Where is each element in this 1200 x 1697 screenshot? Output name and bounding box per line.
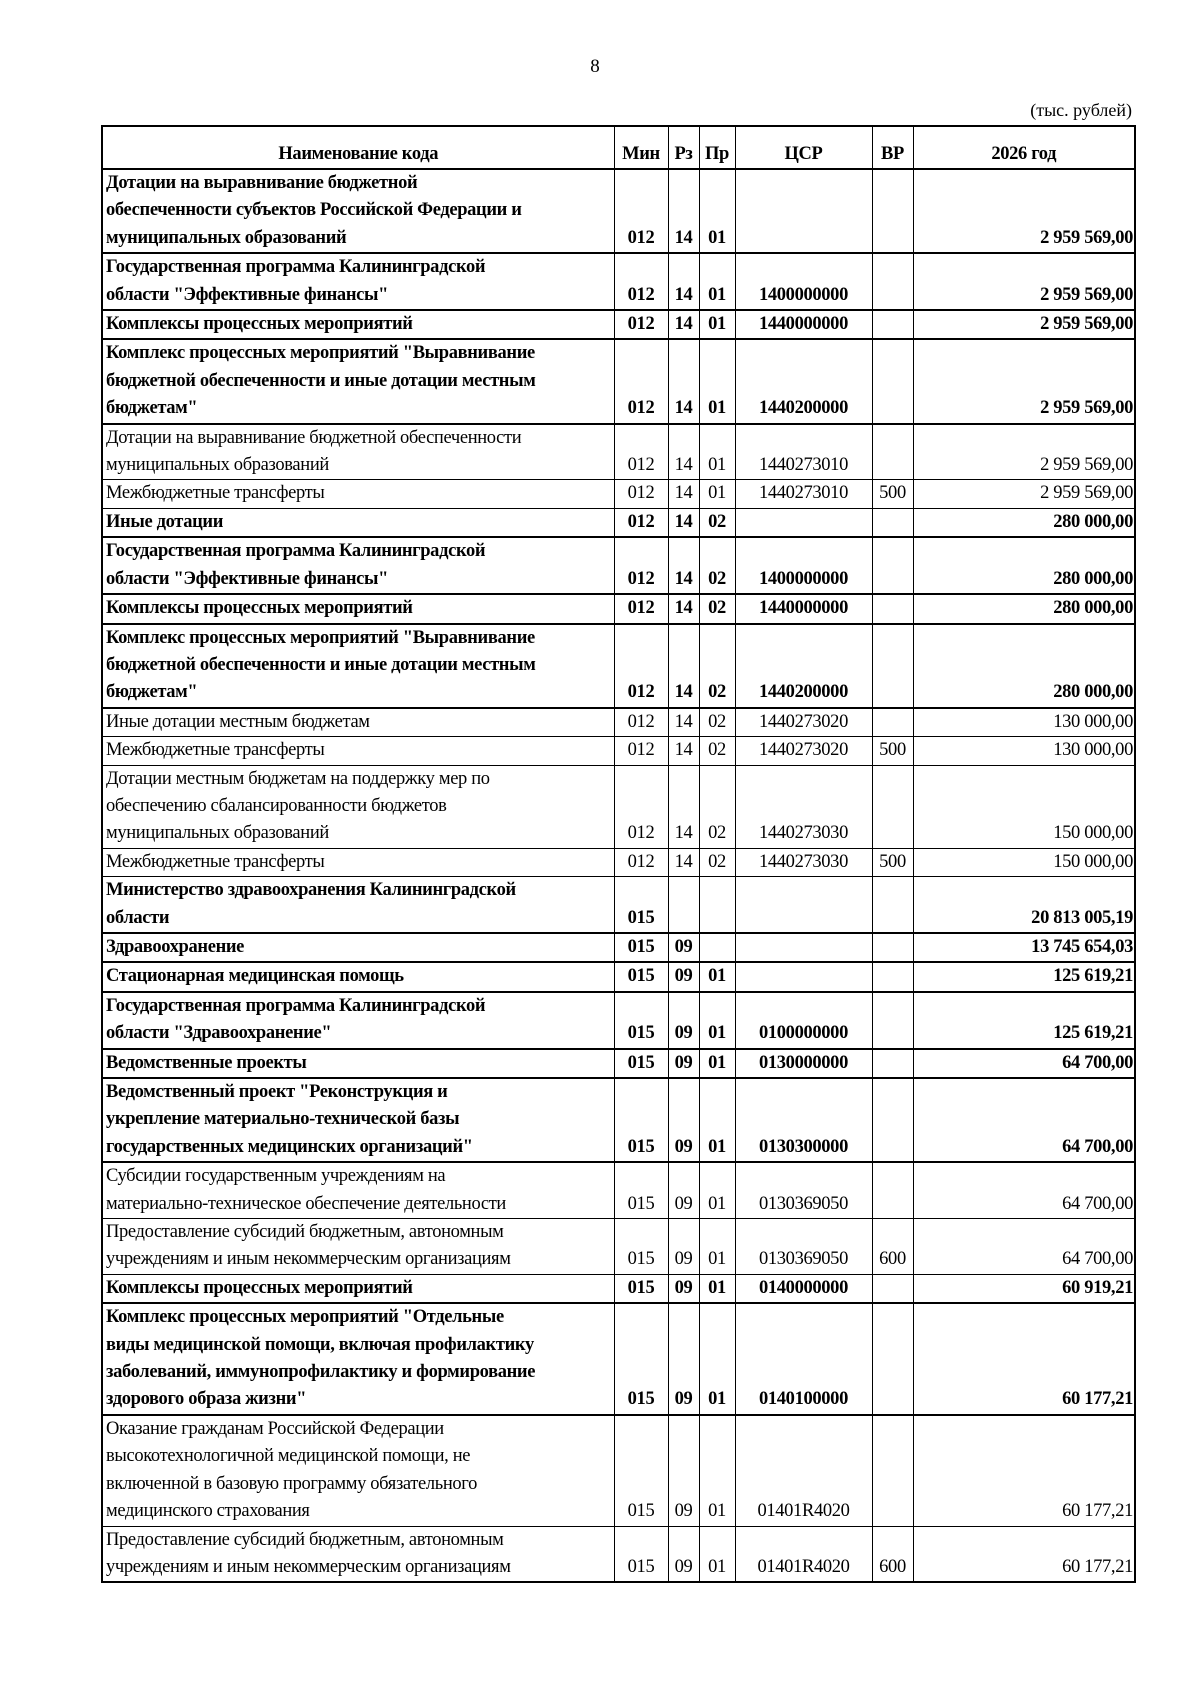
cell-name: Министерство здравоохранения Калининградской области: [102, 877, 614, 933]
cell-rz: [668, 877, 699, 933]
table-row: [102, 480, 1135, 508]
cell-pr: 01: [699, 1526, 735, 1582]
cell-rz: 09: [668, 992, 699, 1049]
cell-sum: 2 959 569,00: [913, 480, 1135, 508]
cell-rz: 14: [668, 737, 699, 765]
cell-vr: [872, 1303, 913, 1415]
cell-rz: 14: [668, 848, 699, 876]
header-rz: Рз: [668, 126, 699, 169]
cell-name: Ведомственный проект "Реконструкция и укрепление материально-технической базы государственных медицинских организаций": [102, 1078, 614, 1162]
cell-csr: 0130369050: [735, 1219, 872, 1275]
table-row: [102, 1303, 1135, 1415]
table-row: [102, 1049, 1135, 1078]
cell-name: Дотации местным бюджетам на поддержку мер по обеспечению сбалансированности бюджетов муниципальных образований: [102, 765, 614, 848]
cell-name: Предоставление субсидий бюджетным, автономным учреждениям и иным некоммерческим организациям: [102, 1526, 614, 1582]
cell-min: 012: [614, 708, 668, 737]
cell-pr: 01: [699, 310, 735, 339]
header-min: Мин: [614, 126, 668, 169]
cell-pr: [699, 877, 735, 933]
cell-min: 012: [614, 424, 668, 480]
cell-csr: [735, 169, 872, 253]
table-row: [102, 594, 1135, 623]
header-vr: ВР: [872, 126, 913, 169]
cell-sum: 60 177,21: [913, 1415, 1135, 1526]
cell-sum: 60 177,21: [913, 1526, 1135, 1582]
cell-csr: [735, 962, 872, 991]
units-label: (тыс. рублей): [1030, 100, 1132, 120]
table-row: [102, 624, 1135, 708]
table-row: [102, 508, 1135, 537]
cell-sum: 2 959 569,00: [913, 253, 1135, 310]
cell-csr: 1440200000: [735, 339, 872, 423]
cell-rz: 14: [668, 253, 699, 310]
cell-pr: 01: [699, 339, 735, 423]
header-name: Наименование кода: [102, 126, 614, 169]
cell-min: 012: [614, 253, 668, 310]
cell-rz: 14: [668, 480, 699, 508]
cell-name: Комплексы процессных мероприятий: [102, 310, 614, 339]
cell-vr: [872, 962, 913, 991]
cell-csr: 01401R4020: [735, 1415, 872, 1526]
cell-min: 015: [614, 962, 668, 991]
cell-csr: 1440273010: [735, 480, 872, 508]
table-row: [102, 992, 1135, 1049]
cell-csr: 0140000000: [735, 1274, 872, 1303]
header-pr: Пр: [699, 126, 735, 169]
cell-csr: 1440273030: [735, 765, 872, 848]
cell-name: Комплекс процессных мероприятий "Выравнивание бюджетной обеспеченности и иные дотации местным бюджетам": [102, 339, 614, 423]
cell-rz: 09: [668, 1162, 699, 1218]
cell-min: 012: [614, 624, 668, 708]
cell-csr: [735, 933, 872, 962]
cell-vr: [872, 594, 913, 623]
cell-rz: 14: [668, 339, 699, 423]
table-row: [102, 339, 1135, 423]
cell-min: 015: [614, 877, 668, 933]
cell-pr: 01: [699, 1303, 735, 1415]
cell-name: Оказание гражданам Российской Федерации высокотехнологичной медицинской помощи, не включенной в базовую программу обязательного медицинского страхования: [102, 1415, 614, 1526]
cell-vr: 500: [872, 480, 913, 508]
cell-min: 012: [614, 737, 668, 765]
cell-vr: 500: [872, 848, 913, 876]
cell-csr: 1440273020: [735, 708, 872, 737]
cell-min: 015: [614, 933, 668, 962]
cell-vr: [872, 708, 913, 737]
cell-name: Предоставление субсидий бюджетным, автономным учреждениям и иным некоммерческим организациям: [102, 1219, 614, 1275]
cell-csr: [735, 508, 872, 537]
cell-rz: 09: [668, 962, 699, 991]
cell-name: Межбюджетные трансферты: [102, 848, 614, 876]
cell-csr: 1440273010: [735, 424, 872, 480]
table-row: [102, 737, 1135, 765]
cell-csr: 0130369050: [735, 1162, 872, 1218]
cell-vr: [872, 310, 913, 339]
cell-min: 015: [614, 1415, 668, 1526]
cell-pr: 02: [699, 848, 735, 876]
table-row: [102, 1162, 1135, 1218]
cell-rz: 14: [668, 537, 699, 594]
cell-min: 012: [614, 594, 668, 623]
cell-pr: 01: [699, 424, 735, 480]
cell-rz: 09: [668, 1078, 699, 1162]
header-year: 2026 год: [913, 126, 1135, 169]
cell-sum: 2 959 569,00: [913, 339, 1135, 423]
table-row: [102, 962, 1135, 991]
cell-name: Комплекс процессных мероприятий "Выравнивание бюджетной обеспеченности и иные дотации местным бюджетам": [102, 624, 614, 708]
cell-vr: [872, 933, 913, 962]
budget-table: [101, 125, 1136, 1583]
cell-csr: 01401R4020: [735, 1526, 872, 1582]
table-row: [102, 253, 1135, 310]
cell-csr: 0130000000: [735, 1049, 872, 1078]
cell-rz: 09: [668, 933, 699, 962]
cell-min: 012: [614, 848, 668, 876]
cell-pr: 01: [699, 169, 735, 253]
cell-min: 012: [614, 537, 668, 594]
cell-rz: 09: [668, 1049, 699, 1078]
cell-vr: [872, 1078, 913, 1162]
cell-min: 015: [614, 1049, 668, 1078]
cell-min: 015: [614, 1162, 668, 1218]
cell-name: Межбюджетные трансферты: [102, 480, 614, 508]
cell-sum: 280 000,00: [913, 624, 1135, 708]
cell-pr: 01: [699, 992, 735, 1049]
cell-csr: 1400000000: [735, 537, 872, 594]
cell-rz: 14: [668, 169, 699, 253]
cell-pr: 01: [699, 1274, 735, 1303]
cell-name: Государственная программа Калининградской области "Эффективные финансы": [102, 537, 614, 594]
cell-pr: 01: [699, 1219, 735, 1275]
cell-csr: 0140100000: [735, 1303, 872, 1415]
cell-pr: 02: [699, 508, 735, 537]
cell-vr: [872, 1415, 913, 1526]
cell-name: Межбюджетные трансферты: [102, 737, 614, 765]
cell-csr: 1440273030: [735, 848, 872, 876]
cell-name: Субсидии государственным учреждениям на материально-техническое обеспечение деятельности: [102, 1162, 614, 1218]
cell-vr: [872, 877, 913, 933]
cell-pr: 01: [699, 1078, 735, 1162]
cell-csr: 1440200000: [735, 624, 872, 708]
table-row: [102, 848, 1135, 876]
cell-sum: 2 959 569,00: [913, 169, 1135, 253]
cell-min: 012: [614, 169, 668, 253]
cell-min: 012: [614, 339, 668, 423]
cell-vr: 600: [872, 1219, 913, 1275]
table-header: [102, 126, 1135, 169]
cell-sum: 2 959 569,00: [913, 424, 1135, 480]
cell-name: Ведомственные проекты: [102, 1049, 614, 1078]
cell-csr: 1440000000: [735, 594, 872, 623]
table-row: [102, 1078, 1135, 1162]
cell-csr: 0100000000: [735, 992, 872, 1049]
cell-csr: 0130300000: [735, 1078, 872, 1162]
cell-vr: [872, 424, 913, 480]
table-row: [102, 424, 1135, 480]
table-row: [102, 1274, 1135, 1303]
cell-pr: 01: [699, 962, 735, 991]
cell-sum: 2 959 569,00: [913, 310, 1135, 339]
cell-name: Дотации на выравнивание бюджетной обеспеченности субъектов Российской Федерации и муниципальных образований: [102, 169, 614, 253]
table-row: [102, 1415, 1135, 1526]
cell-pr: 02: [699, 737, 735, 765]
cell-name: Комплекс процессных мероприятий "Отдельные виды медицинской помощи, включая профилактику заболеваний, иммунопрофилактику и формирование здорового образа жизни": [102, 1303, 614, 1415]
cell-min: 015: [614, 1526, 668, 1582]
cell-sum: 130 000,00: [913, 737, 1135, 765]
cell-min: 015: [614, 1219, 668, 1275]
table-row: [102, 1526, 1135, 1582]
cell-pr: 02: [699, 537, 735, 594]
cell-vr: [872, 1162, 913, 1218]
cell-vr: [872, 624, 913, 708]
cell-sum: 280 000,00: [913, 537, 1135, 594]
cell-sum: 64 700,00: [913, 1162, 1135, 1218]
cell-pr: 02: [699, 624, 735, 708]
cell-pr: 01: [699, 1415, 735, 1526]
cell-rz: 14: [668, 310, 699, 339]
cell-sum: 64 700,00: [913, 1078, 1135, 1162]
header-csr: ЦСР: [735, 126, 872, 169]
cell-vr: 600: [872, 1526, 913, 1582]
cell-vr: [872, 508, 913, 537]
cell-pr: 01: [699, 480, 735, 508]
cell-vr: [872, 169, 913, 253]
cell-sum: 150 000,00: [913, 848, 1135, 876]
cell-name: Комплексы процессных мероприятий: [102, 1274, 614, 1303]
table-row: [102, 1219, 1135, 1275]
cell-rz: 09: [668, 1415, 699, 1526]
cell-vr: 500: [872, 737, 913, 765]
cell-name: Стационарная медицинская помощь: [102, 962, 614, 991]
table-row: [102, 877, 1135, 933]
cell-vr: [872, 992, 913, 1049]
table-row: [102, 169, 1135, 253]
cell-rz: 14: [668, 424, 699, 480]
cell-rz: 14: [668, 624, 699, 708]
cell-sum: 150 000,00: [913, 765, 1135, 848]
cell-name: Здравоохранение: [102, 933, 614, 962]
cell-vr: [872, 765, 913, 848]
cell-csr: [735, 877, 872, 933]
cell-vr: [872, 1049, 913, 1078]
cell-name: Иные дотации: [102, 508, 614, 537]
cell-rz: 14: [668, 508, 699, 537]
cell-sum: 130 000,00: [913, 708, 1135, 737]
cell-name: Государственная программа Калининградской области "Эффективные финансы": [102, 253, 614, 310]
table-row: [102, 310, 1135, 339]
table-row: [102, 708, 1135, 737]
cell-sum: 280 000,00: [913, 508, 1135, 537]
cell-rz: 14: [668, 594, 699, 623]
cell-vr: [872, 537, 913, 594]
cell-vr: [872, 253, 913, 310]
cell-min: 012: [614, 480, 668, 508]
cell-sum: 280 000,00: [913, 594, 1135, 623]
cell-csr: 1440000000: [735, 310, 872, 339]
cell-min: 015: [614, 992, 668, 1049]
cell-sum: 64 700,00: [913, 1219, 1135, 1275]
cell-rz: 14: [668, 708, 699, 737]
cell-name: Комплексы процессных мероприятий: [102, 594, 614, 623]
cell-pr: 01: [699, 1162, 735, 1218]
cell-sum: 60 919,21: [913, 1274, 1135, 1303]
cell-pr: 01: [699, 1049, 735, 1078]
cell-rz: 09: [668, 1303, 699, 1415]
cell-vr: [872, 1274, 913, 1303]
page-number: 8: [590, 56, 600, 77]
table-row: [102, 537, 1135, 594]
cell-rz: 09: [668, 1219, 699, 1275]
cell-csr: 1400000000: [735, 253, 872, 310]
cell-sum: 125 619,21: [913, 962, 1135, 991]
cell-min: 012: [614, 310, 668, 339]
cell-min: 015: [614, 1078, 668, 1162]
cell-pr: 02: [699, 708, 735, 737]
cell-pr: [699, 933, 735, 962]
cell-pr: 01: [699, 253, 735, 310]
cell-sum: 60 177,21: [913, 1303, 1135, 1415]
cell-pr: 02: [699, 594, 735, 623]
table-row: [102, 765, 1135, 848]
cell-min: 012: [614, 508, 668, 537]
table-row: [102, 933, 1135, 962]
cell-csr: 1440273020: [735, 737, 872, 765]
cell-name: Государственная программа Калининградской области "Здравоохранение": [102, 992, 614, 1049]
cell-rz: 09: [668, 1274, 699, 1303]
cell-sum: 125 619,21: [913, 992, 1135, 1049]
cell-sum: 64 700,00: [913, 1049, 1135, 1078]
cell-name: Иные дотации местным бюджетам: [102, 708, 614, 737]
cell-sum: 20 813 005,19: [913, 877, 1135, 933]
cell-rz: 14: [668, 765, 699, 848]
cell-min: 012: [614, 765, 668, 848]
cell-pr: 02: [699, 765, 735, 848]
cell-rz: 09: [668, 1526, 699, 1582]
cell-name: Дотации на выравнивание бюджетной обеспеченности муниципальных образований: [102, 424, 614, 480]
cell-sum: 13 745 654,03: [913, 933, 1135, 962]
cell-min: 015: [614, 1274, 668, 1303]
cell-vr: [872, 339, 913, 423]
cell-min: 015: [614, 1303, 668, 1415]
